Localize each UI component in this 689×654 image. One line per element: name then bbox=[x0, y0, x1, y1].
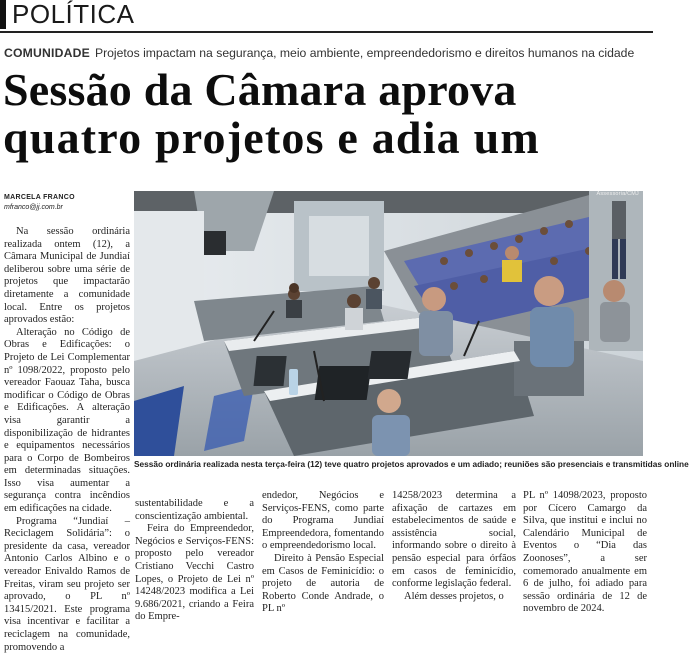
paragraph: Programa “Jundiaí – Reciclagem Solidária”: o presidente da casa, vereador Antonio Carlos Albino e o vereador Enivaldo Ramos de Freitas, viram seu projeto ser aprovado, o PL nº 13415/2021. Este programa visa incentivar e facilitar a reciclagem na comunidade, promovendo a bbox=[4, 515, 130, 653]
article-column-1 bbox=[4, 226, 130, 653]
headline bbox=[3, 66, 651, 162]
paragraph: Feira do Empreendedor, Negócios e Serviços-FENS: proposto pelo vereador Cristiano Vecchi Castro Lopes, o Projeto de Lei nº 14248/2023 modifica a Lei 9.686/2021, criando a Feira do Empre- bbox=[135, 523, 254, 623]
article-column-5 bbox=[523, 490, 647, 614]
paragraph: Na sessão ordinária realizada ontem (12), a Câmara Municipal de Jundiaí deliberou sobre uma série de projetos que impactarão diretamente a comunidade local. Entre os projetos aprovados estão: bbox=[4, 226, 130, 326]
kicker bbox=[4, 45, 649, 61]
paragraph: Além desses projetos, o bbox=[404, 590, 504, 602]
council-chamber-photo bbox=[134, 191, 643, 456]
kicker-label: COMUNIDADE bbox=[4, 46, 90, 60]
photo-credit: Assessoria/CMJ bbox=[596, 191, 639, 197]
headline-line-2: quatro projetos e adia um bbox=[3, 112, 540, 163]
author-name: MARCELA FRANCO bbox=[4, 194, 75, 201]
paragraph: endedor, Negócios e Serviços-FENS, como parte do Programa Jundiaí Empreendedora, fomentando o empreendedorismo local. bbox=[262, 490, 384, 552]
paragraph: Direito à Pensão Especial em Casos de Feminicídio: o projeto de autoria de Roberto Conde Andrade, o PL nº bbox=[262, 552, 384, 615]
section-header bbox=[0, 0, 653, 33]
article-column-2 bbox=[135, 498, 254, 623]
section-marker bbox=[0, 0, 6, 29]
byline bbox=[4, 193, 129, 213]
headline-line-1: Sessão da Câmara aprova bbox=[3, 64, 517, 115]
article-column-4 bbox=[392, 490, 516, 614]
paragraph: Alteração no Código de Obras e Edificações: o Projeto de Lei Complementar nº 1098/2022, proposto pelo vereador Faouaz Taha, busca modificar o Código de Obras e Edificações. A alteração visa garantir a disponibilização de hidrantes e equipamentos necessários para o Corpo de Bombeiros em determinadas situações. Isso visa aumentar a segurança contra incêndios em edificações na cidade. bbox=[4, 326, 130, 515]
paragraph: PL nº 14098/2023, proposto por Cícero Camargo da Silva, que institui e inclui no Calendário Municipal de Eventos o “Dia das Zoonoses”, a ser comemorado anualmente em 6 de julho, foi adiado para sessão ordinária de 12 de novembro de 2024. bbox=[523, 490, 647, 615]
photo-caption: Sessão ordinária realizada nesta terça-feira (12) teve quatro projetos aprovados e um adiado; reuniões são presenciais e transmitidas online bbox=[134, 459, 689, 469]
article-column-3 bbox=[262, 490, 384, 614]
section-divider bbox=[0, 31, 653, 33]
author-email: mfranco@jj.com.br bbox=[4, 204, 63, 211]
paragraph: sustentabilidade e a conscientização ambiental. bbox=[135, 498, 254, 522]
section-title: POLÍTICA bbox=[12, 0, 135, 29]
news-photo bbox=[134, 191, 643, 456]
kicker-text: Projetos impactam na segurança, meio ambiente, empreendedorismo e direitos humanos na cidade bbox=[94, 46, 635, 60]
paragraph: 14258/2023 determina a afixação de cartazes em estabelecimentos de saúde e assistência social, informando sobre o direito à pensão especial para órfãos em casos de feminicídio, conforme legislação federal. bbox=[392, 490, 516, 590]
